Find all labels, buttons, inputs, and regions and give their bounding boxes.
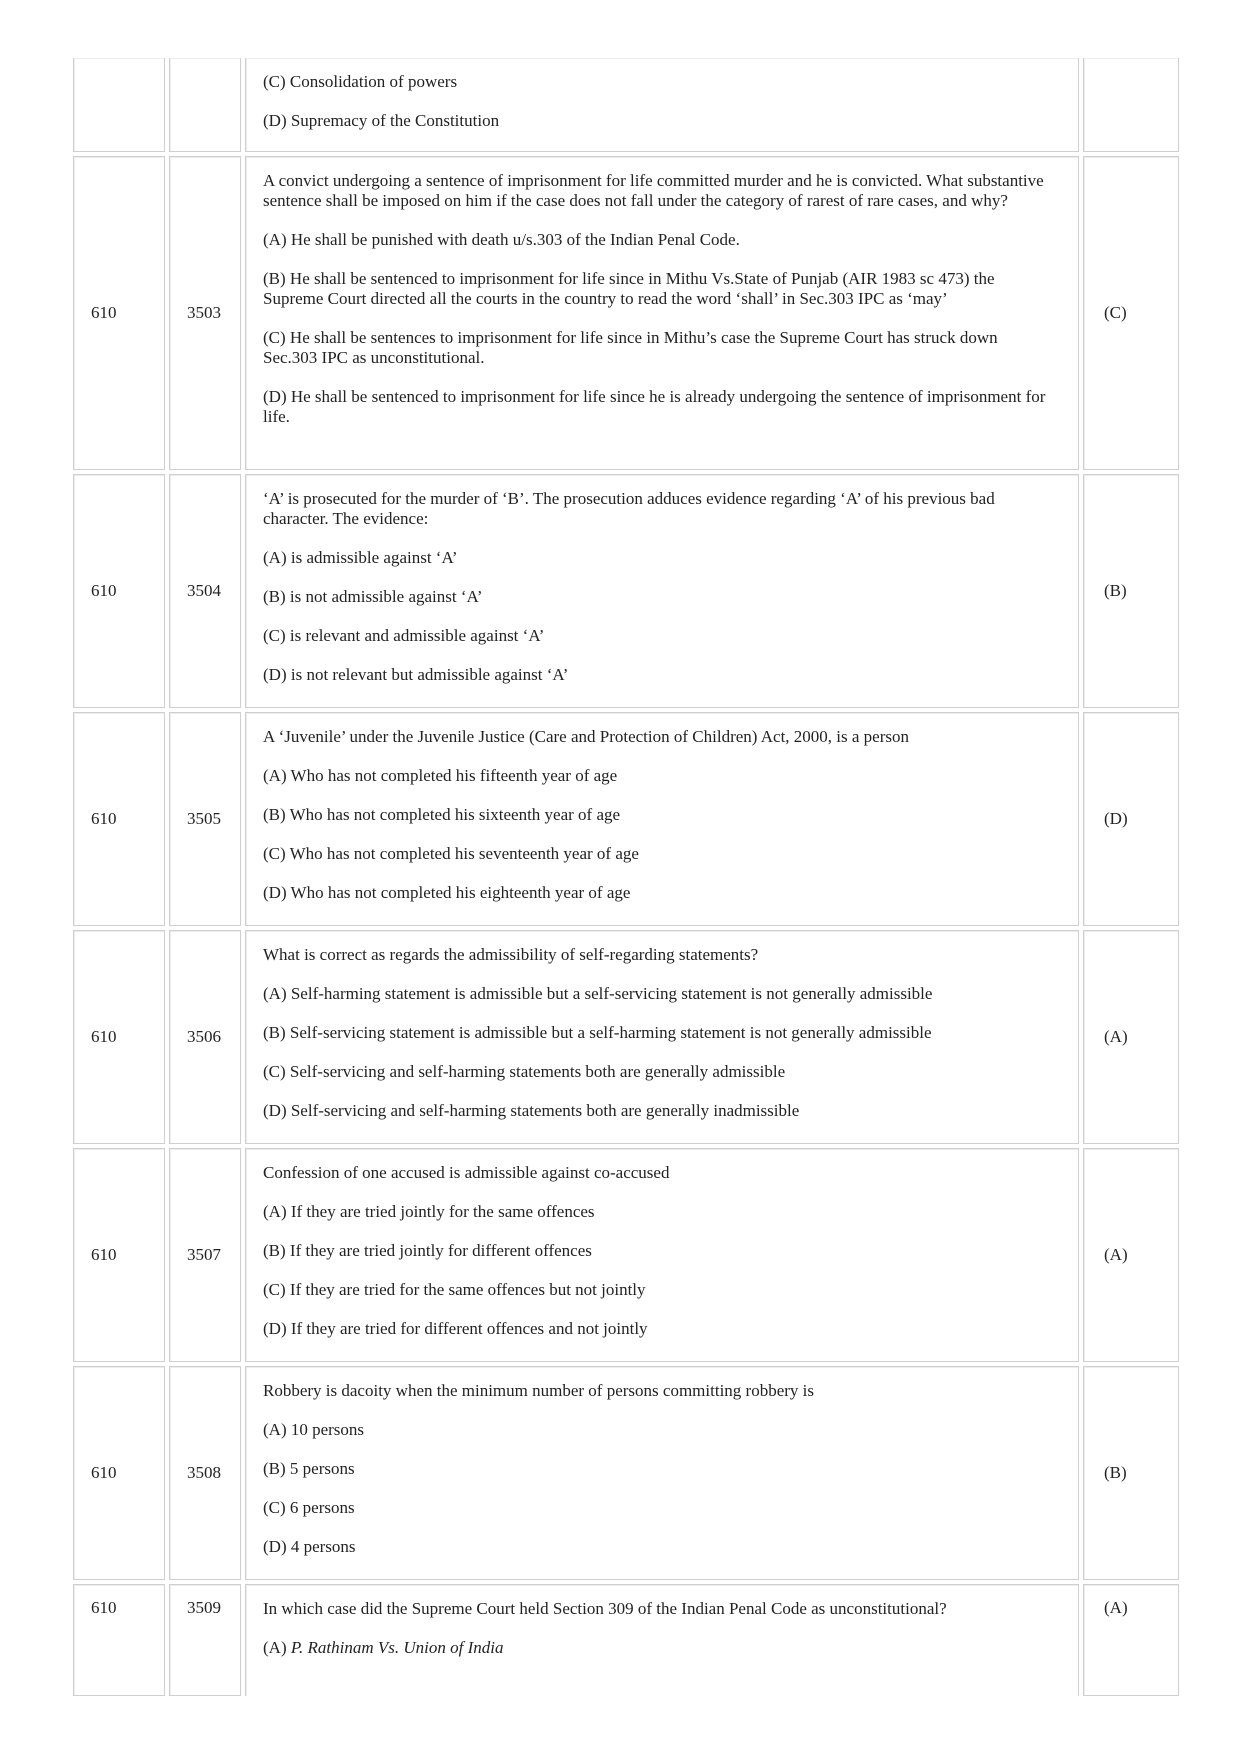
case-name: P. Rathinam Vs. Union of India [290,1638,504,1657]
question-number-cell: 3503 [169,156,241,470]
paper-cell: 610 [73,474,165,708]
table-row [73,1148,1179,1362]
option-a: (A) Who has not completed his fifteenth year of age [263,766,618,785]
question-cell [245,1584,1079,1696]
paper-cell: 610 [73,1584,165,1696]
option-b: (B) He shall be sentenced to imprisonment for life since in Mithu Vs.State of Punjab (AIR 1983 sc 473) the Supreme Court directed all the courts in the country to read the word ‘shall’ in Sec.303 IPC as ‘may’ [263,269,995,308]
paper-cell: 610 [73,930,165,1144]
question-number-cell: 3506 [169,930,241,1144]
question-text: What is correct as regards the admissibility of self-regarding statements? [263,945,759,964]
table-row [73,930,1179,1144]
question-cell [245,712,1079,926]
option-d: (D) is not relevant but admissible against ‘A’ [263,665,569,684]
answer-cell: (A) [1083,1148,1179,1362]
option-d: (D) He shall be sentenced to imprisonment for life since he is already undergoing the sentence of imprisonment for life. [263,387,1046,426]
option-c: (C) If they are tried for the same offences but not jointly [263,1280,646,1299]
paper-cell: 610 [73,1148,165,1362]
paper-cell: 610 [73,712,165,926]
question-table [73,58,1179,1700]
option-b: (B) 5 persons [263,1459,355,1478]
answer-cell [1083,58,1179,152]
option-d: (D) Self-servicing and self-harming statements both are generally inadmissible [263,1101,800,1120]
option-c: (C) Self-servicing and self-harming statements both are generally admissible [263,1062,786,1081]
option-d: (D) Supremacy of the Constitution [263,111,500,130]
question-number-cell: 3508 [169,1366,241,1580]
option-a: (A) If they are tried jointly for the same offences [263,1202,595,1221]
paper-cell: 610 [73,1366,165,1580]
option-d: (D) Who has not completed his eighteenth year of age [263,883,631,902]
table-row [73,712,1179,926]
table-row [73,1366,1179,1580]
answer-cell: (A) [1083,1584,1179,1696]
question-number-cell [169,58,241,152]
option-a: (A) He shall be punished with death u/s.303 of the Indian Penal Code. [263,230,740,249]
paper-cell: 610 [73,156,165,470]
question-number-cell: 3505 [169,712,241,926]
question-text: A convict undergoing a sentence of imprisonment for life committed murder and he is convicted. What substantive sentence shall be imposed on him if the case does not fall under the category of rarest of rare cases, and why? [263,171,1044,210]
table-row [73,1584,1179,1696]
option-a: (A) 10 persons [263,1420,365,1439]
question-text: Robbery is dacoity when the minimum number of persons committing robbery is [263,1381,814,1400]
option-c: (C) Consolidation of powers [263,72,458,91]
answer-cell: (B) [1083,1366,1179,1580]
option-b: (B) If they are tried jointly for different offences [263,1241,592,1260]
option-c: (C) Who has not completed his seventeenth year of age [263,844,639,863]
answer-cell: (C) [1083,156,1179,470]
table-row [73,156,1179,470]
question-number-cell: 3504 [169,474,241,708]
option-b: (B) is not admissible against ‘A’ [263,587,483,606]
paper-cell [73,58,165,152]
option-letter: (A) [263,1638,291,1657]
question-text: A ‘Juvenile’ under the Juvenile Justice (Care and Protection of Children) Act, 2000, is a person [263,727,909,746]
question-number-cell: 3507 [169,1148,241,1362]
question-text: ‘A’ is prosecuted for the murder of ‘B’. The prosecution adduces evidence regarding ‘A’ of his previous bad character. The evidence: [263,489,995,528]
option-b: (B) Self-servicing statement is admissible but a self-harming statement is not generally admissible [263,1023,932,1042]
option-d: (D) If they are tried for different offences and not jointly [263,1319,648,1338]
question-cell [245,930,1079,1144]
question-cell [245,58,1079,152]
question-cell [245,474,1079,708]
answer-cell: (B) [1083,474,1179,708]
option-c: (C) He shall be sentences to imprisonment for life since in Mithu’s case the Supreme Court has struck down Sec.303 IPC as unconstitutional. [263,328,998,367]
option-c: (C) is relevant and admissible against ‘A’ [263,626,545,645]
option-a: (A) is admissible against ‘A’ [263,548,458,567]
option-a: (A) Self-harming statement is admissible but a self-servicing statement is not generally admissible [263,984,933,1003]
option-c: (C) 6 persons [263,1498,355,1517]
answer-cell: (D) [1083,712,1179,926]
question-cell [245,156,1079,470]
option-b: (B) Who has not completed his sixteenth year of age [263,805,621,824]
table-row [73,58,1179,152]
answer-cell: (A) [1083,930,1179,1144]
question-cell [245,1148,1079,1362]
question-number-cell: 3509 [169,1584,241,1696]
question-text: In which case did the Supreme Court held Section 309 of the Indian Penal Code as unconstitutional? [263,1599,947,1618]
question-text: Confession of one accused is admissible against co-accused [263,1163,670,1182]
table-row [73,474,1179,708]
option-d: (D) 4 persons [263,1537,356,1556]
question-cell [245,1366,1079,1580]
option-a [263,1638,1054,1658]
